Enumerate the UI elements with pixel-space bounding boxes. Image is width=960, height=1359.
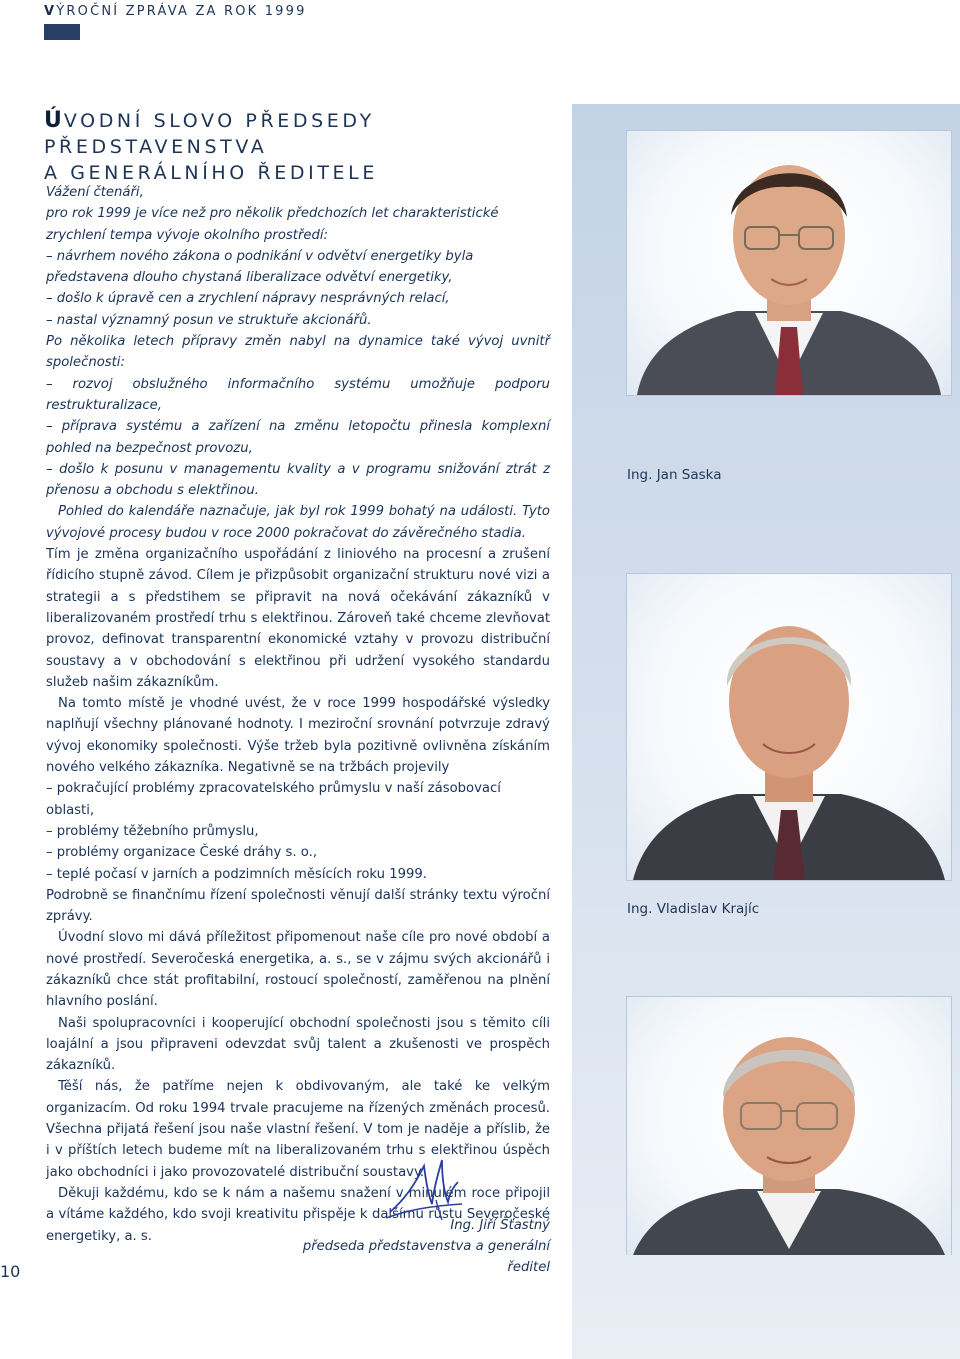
portrait-photo-vladislav-krajic xyxy=(626,573,952,881)
bullet-item: – nastal významný posun ve struktuře akcionářů. xyxy=(46,312,372,328)
header-color-block xyxy=(44,24,80,40)
paragraph: Na tomto místě je vhodné uvést, že v roce 1999 hospodářské výsledky naplňují všechny plánované hodnoty. I meziroční srovnání potvrzuje zdravý vývoj ekonomiky společnosti. Výše tržeb byla pozitivně ovlivněna získáním nového velkého zákazníka. Negativně se na tržbách projevily xyxy=(46,696,550,776)
bullet-item: – pokračující problémy zpracovatelského průmyslu v naší zásobovací oblasti, xyxy=(46,781,501,818)
running-header xyxy=(44,4,307,19)
paragraph: pro rok 1999 je více než pro několik předchozích let charakteristické zrychlení tempa vývoje okolního prostředí: xyxy=(46,206,499,243)
bullet-item: – teplé počasí v jarních a podzimních měsících roku 1999. xyxy=(46,866,427,882)
paragraph: Naši spolupracovníci i kooperující obchodní společnosti jsou s těmito cíli loajální a jsou připraveni odevzdat svůj talent a zkušenosti ve prospěch zákazníků. xyxy=(46,1015,550,1074)
title-initial: Ú xyxy=(44,108,64,133)
title-line-2: A GENERÁLNÍHO ŘEDITELE xyxy=(44,162,378,184)
paragraph: Těší nás, že patříme nejen k obdivovaným, ale také ke velkým organizacím. Od roku 1994 trvale pracujeme na řízených změnách procesů. Všechna přijatá řešení jsou naše vlastní řešení. V tom je naděje a příslib, že i v příštích letech budeme mít na liberalizovaném trhu s elektřinou úspěch jako obchodníci i jako provozovatelé distribuční soustavy. xyxy=(46,1079,550,1180)
bullet-item: – problémy organizace České dráhy s. o., xyxy=(46,845,318,861)
running-header-initial: V xyxy=(44,4,57,19)
bullet-item: – došlo k úpravě cen a zrychlení nápravy nesprávných relací, xyxy=(46,291,450,307)
letter-body xyxy=(46,182,550,1247)
bullet-item: – problémy těžebního průmyslu, xyxy=(46,823,259,839)
signer-role: předseda představenstva a generální ředitel xyxy=(302,1239,550,1275)
page-number: 10 xyxy=(0,1262,21,1281)
signer-block xyxy=(268,1215,550,1278)
paragraph: Děkuji každému, kdo se k nám a našemu snažení v minulém roce připojil a vítáme každého, kdo svoji kreativitu přispěje k dalšímu růstu Severočeské energetiky, a. s. xyxy=(46,1185,550,1244)
salutation: Vážení čtenáři, xyxy=(46,185,144,200)
running-header-text: ÝROČNÍ ZPRÁVA ZA ROK 1999 xyxy=(56,4,307,19)
portrait-photo-3 xyxy=(626,996,952,1255)
title-line-1-text: VODNÍ SLOVO PŘEDSEDY PŘEDSTAVENSTVA xyxy=(44,110,375,158)
paragraph: Tím je změna organizačního uspořádání z liniového na procesní a zrušení řídicího stupně závod. Cílem je přizpůsobit organizační strukturu nové vizi a strategii a s předstihem se připravit na nová očekávání zákazníků v liberalizovaném prostředí trhu s elektřinou. Zároveň také chceme zlevňovat provoz, definovat transparentní ekonomické vztahy v provozu distribuční soustavy a v obchodování s elektřinou při udržení vysokého standardu služeb našim zákazníkům. xyxy=(46,547,550,690)
bullet-item: – rozvoj obslužného informačního systému umožňuje podporu restrukturalizace, xyxy=(46,376,550,413)
paragraph: Pohled do kalendáře naznačuje, jak byl rok 1999 bohatý na události. Tyto vývojové procesy budou v roce 2000 pokračovat do závěrečného stadia. xyxy=(46,504,550,541)
bullet-item: – došlo k posunu v managementu kvality a v programu snižování ztrát z přenosu a obchodu s elektřinou. xyxy=(46,461,550,499)
paragraph: Po několika letech přípravy změn nabyl na dynamice také vývoj uvnitř společnosti: xyxy=(46,334,550,371)
bullet-item: – příprava systému a zařízení na změnu letopočtu přinesla komplexní pohled na bezpečnost provozu, xyxy=(46,419,550,456)
paragraph: Podrobně se finančnímu řízení společnosti věnují další stránky textu výroční zprávy. xyxy=(46,887,550,925)
page-title xyxy=(44,108,564,186)
photo-caption: Ing. Vladislav Krajíc xyxy=(627,901,760,917)
paragraph: Úvodní slovo mi dává příležitost připomenout naše cíle pro nové období a nové prostředí. Severočeská energetika, a. s., se v zájmu svých akcionářů i zákazníků chce stát profitabilní, rostoucí společností, zaměřenou na plnění hlavního poslání. xyxy=(46,930,550,1010)
title-line-1 xyxy=(44,108,564,160)
photo-caption: Ing. Jan Saska xyxy=(627,467,722,483)
signer-name: Ing. Jiří Šťastný xyxy=(450,1218,550,1233)
bullet-item: – návrhem nového zákona o podnikání v odvětví energetiky byla představena dlouho chystaná liberalizace odvětví energetiky, xyxy=(46,248,474,286)
portrait-photo-jan-saska xyxy=(626,130,952,396)
